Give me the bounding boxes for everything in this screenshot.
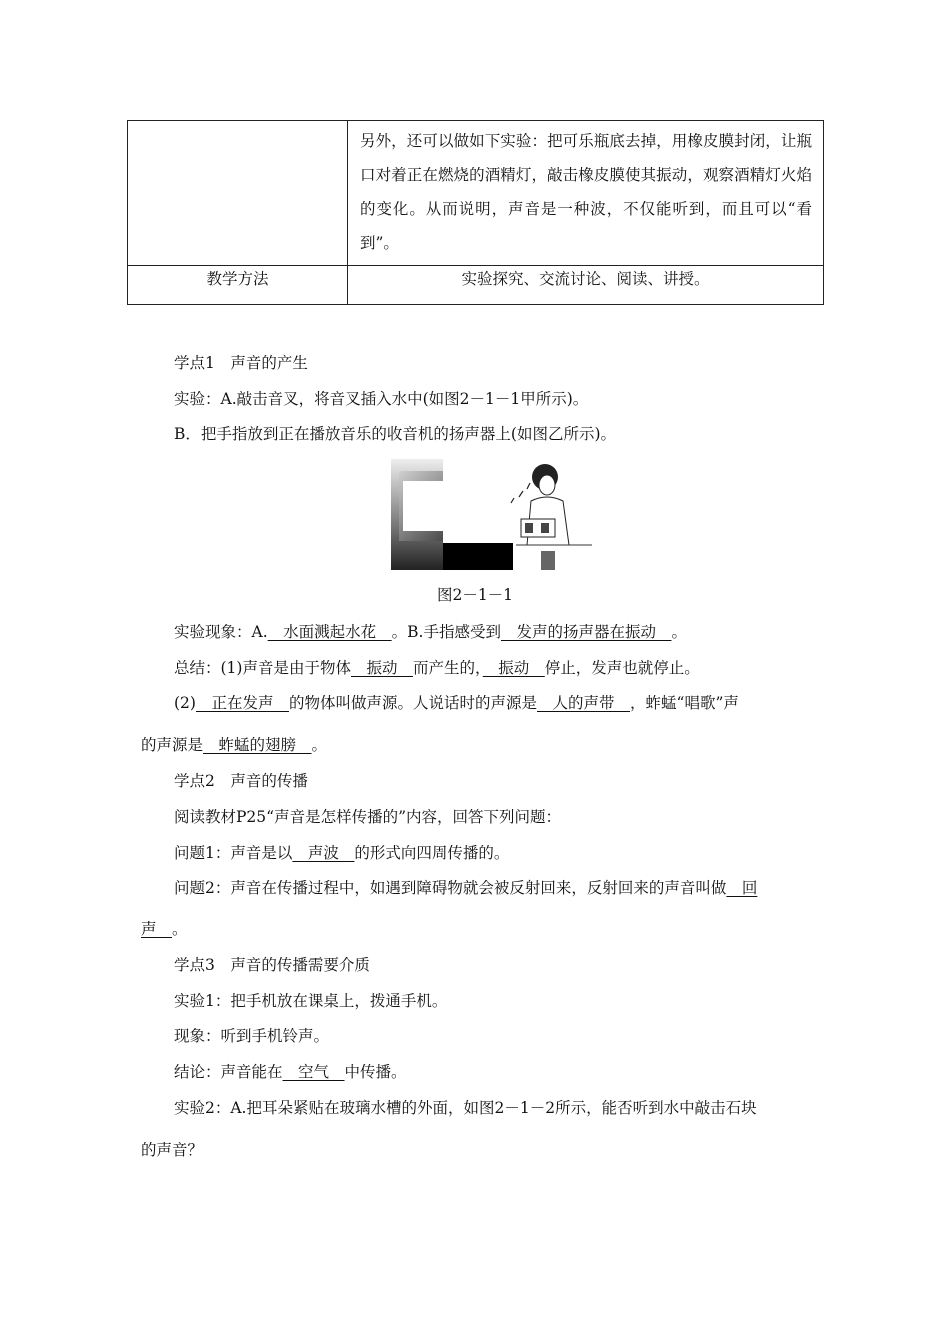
text-span: 中传播。 — [344, 1063, 407, 1081]
method-value: 实验探究、交流讨论、阅读、讲授。 — [348, 266, 824, 305]
question-2-line1 — [174, 877, 757, 899]
answer-wings: 蚱蜢的翅膀 — [203, 736, 312, 754]
text-span: 的声源是 — [141, 736, 204, 754]
table-cell-empty — [128, 121, 348, 266]
summary-1 — [174, 657, 700, 679]
figure-caption: 图2－1－1 — [436, 586, 514, 604]
section-title-3: 学点3 声音的传播需要介质 — [174, 956, 370, 974]
text-span: (2) — [174, 694, 196, 712]
question-1 — [174, 842, 509, 864]
text-span: 。B.手指感受到 — [391, 623, 501, 641]
answer-echo-part1: 回 — [726, 879, 758, 897]
table-row — [128, 266, 824, 305]
phenomenon-line — [174, 621, 687, 643]
answer-air: 空气 — [282, 1063, 345, 1081]
method-label: 教学方法 — [128, 266, 348, 305]
text-span: 的物体叫做声源。人说话时的声源是 — [288, 694, 537, 712]
experiment-a: 实验：A.敲击音叉，将音叉插入水中(如图2－1－1甲所示)。 — [174, 390, 589, 408]
table-row — [128, 121, 824, 266]
answer-sounding: 正在发声 — [195, 694, 289, 712]
text-span: 实验现象：A. — [174, 623, 268, 641]
answer-speaker-vibration: 发声的扬声器在振动 — [500, 623, 672, 641]
answer-sound-wave: 声波 — [292, 844, 355, 862]
text-span: 总结：(1)声音是由于物体 — [174, 659, 351, 677]
experiment-2-line2: 的声音？ — [141, 1141, 204, 1159]
text-span: 。 — [172, 920, 188, 938]
text-span: 问题1：声音是以 — [174, 844, 293, 862]
text-span: 。 — [311, 736, 328, 754]
question-2-line2 — [141, 918, 188, 940]
text-span: 而产生的， — [412, 659, 483, 677]
table-cell-experiment — [348, 121, 824, 266]
text-span: ，蚱蜢“唱歌”声 — [630, 694, 739, 712]
section-title-2: 学点2 声音的传播 — [174, 772, 308, 790]
answer-water-splash: 水面溅起水花 — [267, 623, 392, 641]
figure-illustration — [391, 459, 592, 570]
text-span: 。 — [671, 623, 687, 641]
answer-vocal-cords: 人的声带 — [537, 694, 631, 712]
experiment-2-line1: 实验2：A.把耳朵紧贴在玻璃水槽的外面，如图2－1－2所示，能否听到水中敲击石块 — [174, 1099, 757, 1117]
phenomenon: 现象：听到手机铃声。 — [174, 1027, 330, 1045]
text-span: 结论：声音能在 — [174, 1063, 283, 1081]
answer-vibration-2: 振动 — [482, 659, 545, 677]
summary-2-line2 — [141, 734, 327, 756]
figure-2-1-1 — [391, 459, 592, 570]
conclusion — [174, 1061, 407, 1083]
experiment-text: 另外，还可以做如下实验：把可乐瓶底去掉，用橡皮膜封闭，让瓶口对着正在燃烧的酒精灯，敲击橡皮膜使其振动，观察酒精灯火焰的变化。从而说明，声音是一种波，不仅能听到，而且可以“看到”。 — [360, 132, 812, 252]
info-table — [127, 120, 824, 305]
section-title-1: 学点1 声音的产生 — [174, 354, 308, 372]
reading-instruction: 阅读教材P25“声音是怎样传播的”内容，回答下列问题： — [174, 808, 562, 826]
experiment-b: B．把手指放到正在播放音乐的收音机的扬声器上(如图乙所示)。 — [174, 425, 616, 443]
text-span: 的形式向四周传播的。 — [354, 844, 510, 862]
summary-2-line1 — [174, 692, 739, 714]
experiment-1: 实验1：把手机放在课桌上，拨通手机。 — [174, 992, 448, 1010]
answer-echo-part2: 声 — [141, 920, 173, 938]
text-span: 停止，发声也就停止。 — [544, 659, 700, 677]
text-span: 问题2：声音在传播过程中，如遇到障碍物就会被反射回来，反射回来的声音叫做 — [174, 879, 727, 897]
answer-vibration-1: 振动 — [350, 659, 413, 677]
